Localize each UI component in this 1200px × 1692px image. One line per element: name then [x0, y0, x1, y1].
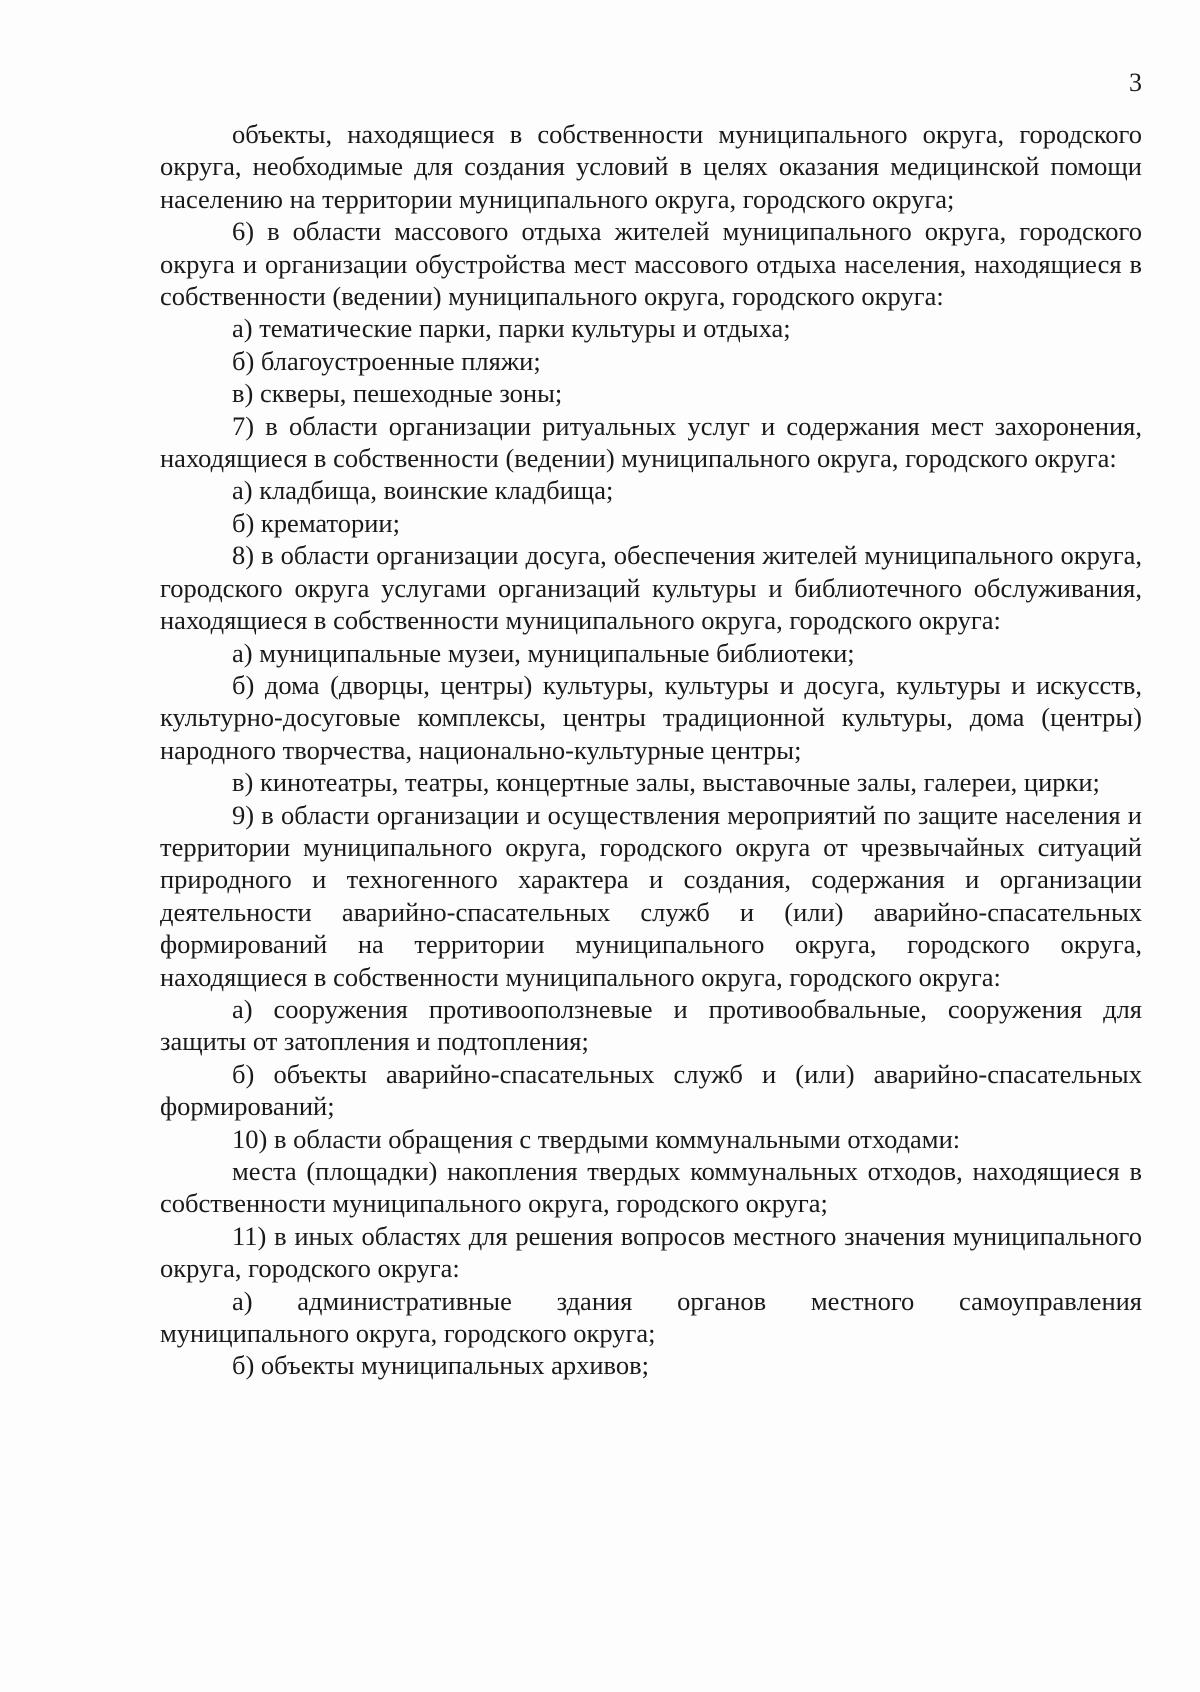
paragraph: 7) в области организации ритуальных услуг и содержания мест захоронения, находящиеся в собственности (ведении) муниципального округа, городского округа: — [160, 410, 1142, 474]
paragraph: 10) в области обращения с твердыми коммунальными отходами: — [232, 1123, 961, 1154]
list-item: б) благоустроенные пляжи; — [232, 345, 541, 376]
paragraph: 8) в области организации досуга, обеспечения жителей муниципального округа, городского округа услугами организаций культуры и библиотечного обслуживания, находящиеся в собственности муниципального округа, городского округа: — [160, 540, 1142, 636]
list-item: а) муниципальные музеи, муниципальные библиотеки; — [232, 637, 855, 668]
list-item: а) административные здания органов местного самоуправления муниципального округа, городского округа; — [160, 1285, 1142, 1349]
list-item: а) тематические парки, парки культуры и отдыха; — [232, 313, 791, 344]
list-item: в) скверы, пешеходные зоны; — [232, 378, 563, 409]
paragraph: места (площадки) накопления твердых коммунальных отходов, находящиеся в собственности муниципального округа, городского округа; — [160, 1156, 1142, 1219]
list-item: б) объекты аварийно-спасательных служб и (или) аварийно-спасательных формирований; — [160, 1058, 1142, 1122]
paragraph: 11) в иных областях для решения вопросов местного значения муниципального округа, городского округа: — [160, 1220, 1142, 1284]
list-item: б) дома (дворцы, центры) культуры, культуры и досуга, культуры и искусств, культурно-досуговые комплексы, центры традиционной культуры, дома (центры) народного творчества, национально-культурные центры; — [160, 669, 1142, 765]
list-item: а) сооружения противооползневые и противообвальные, сооружения для защиты от затопления и подтопления; — [160, 993, 1142, 1057]
list-item: в) кинотеатры, театры, концертные залы, выставочные залы, галереи, цирки; — [232, 767, 1100, 798]
list-item: б) крематории; — [232, 507, 400, 538]
document-body — [160, 118, 1142, 1382]
paragraph: объекты, находящиеся в собственности муниципального округа, городского округа, необходимые для создания условий в целях оказания медицинской помощи населению на территории муниципального округа, городского округа; — [160, 119, 1142, 214]
list-item: а) кладбища, воинские кладбища; — [232, 475, 614, 506]
paragraph: 9) в области организации и осуществления мероприятий по защите населения и территории муниципального округа, городского округа от чрезвычайных ситуаций природного и техногенного характера и создания, содержания и организации деятельности аварийно-спасательных служб и (или) аварийно-спасательных формирований на территории муниципального округа, городского округа, находящиеся в собственности муниципального округа, городского округа: — [160, 799, 1142, 992]
page-number: 3 — [1129, 68, 1142, 97]
paragraph: 6) в области массового отдыха жителей муниципального округа, городского округа и организации обустройства мест массового отдыха населения, находящиеся в собственности (ведении) муниципального округа, городского округа: — [160, 216, 1142, 312]
list-item: б) объекты муниципальных архивов; — [232, 1350, 649, 1381]
